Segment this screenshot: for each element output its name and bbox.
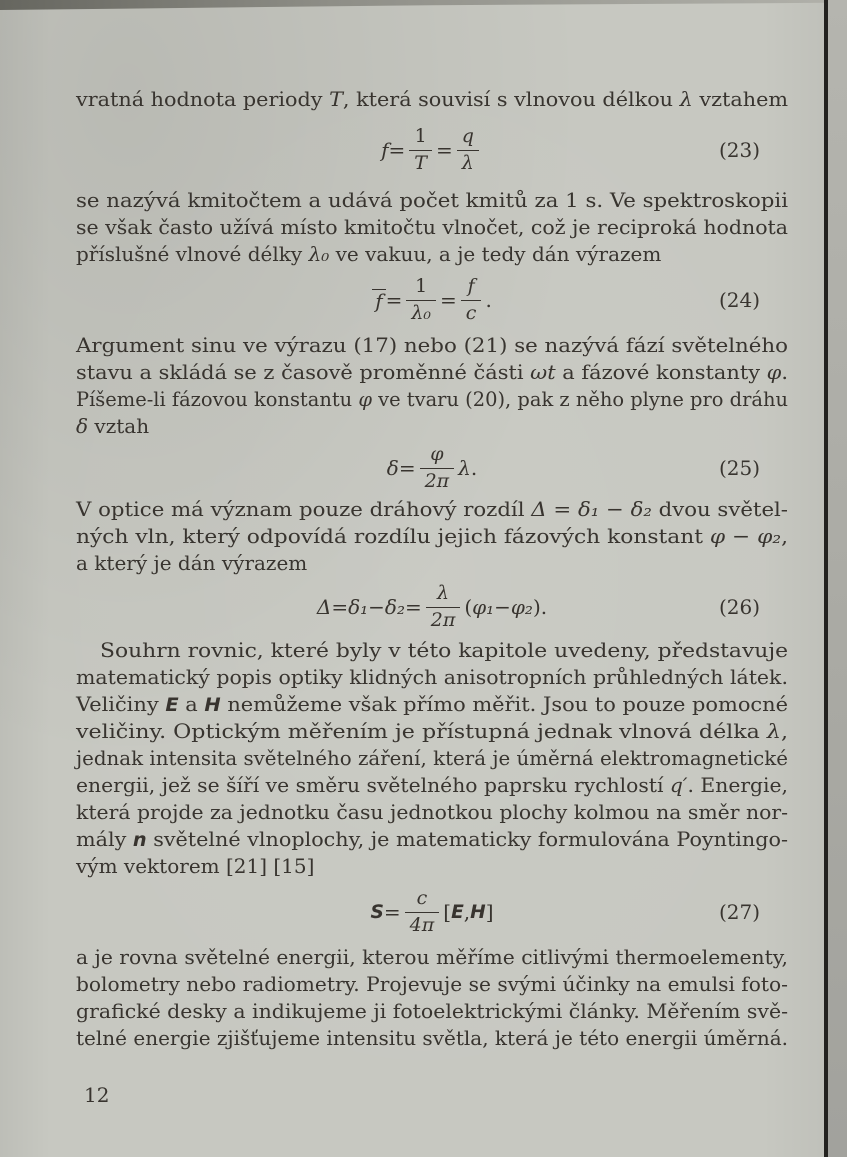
text-run: λ (679, 87, 693, 111)
fraction-denominator (426, 608, 461, 632)
text-run: T (414, 151, 427, 174)
text-run: q′ (669, 773, 688, 797)
page-number: 12 (84, 1083, 110, 1107)
overlined-symbol: f (372, 289, 385, 312)
text-run: mály (76, 827, 133, 851)
text-run: = (388, 138, 406, 162)
text-line-content (76, 718, 788, 745)
text-line (76, 1025, 788, 1052)
text-run: matematický popis optiky klidných anisotropních průhledných látek. (76, 665, 788, 689)
text-run: ( (464, 595, 473, 619)
text-run: stavu a skládá se z časově proměnné části (76, 360, 531, 384)
text-run: − (494, 595, 511, 619)
text-line-content (76, 1025, 788, 1052)
text-run: f (381, 138, 389, 162)
equation (76, 880, 788, 944)
text-line-content (76, 359, 788, 386)
text-line-content (76, 523, 788, 550)
text-run: , (780, 719, 789, 743)
text-line-content (100, 637, 788, 664)
equation-number: (24) (718, 288, 760, 312)
text-line-content (76, 550, 307, 577)
text-line (76, 523, 788, 550)
fraction-numerator (461, 276, 482, 301)
text-run: φ₂ (510, 595, 533, 619)
text-run: φ (709, 524, 726, 548)
fraction (457, 126, 479, 175)
text-run: − (599, 497, 631, 521)
equation (76, 268, 788, 332)
text-line-content (76, 944, 788, 971)
text-line (76, 496, 788, 523)
text-run: dvou světel- (651, 497, 788, 521)
text-run: φ₁ (472, 595, 495, 619)
text-line (76, 359, 788, 386)
equation-body (372, 276, 492, 325)
text-line-content (76, 772, 788, 799)
text-run: = (435, 138, 453, 162)
text-run: c (465, 301, 477, 324)
text-run: a který je dán výrazem (76, 551, 308, 575)
text-line (76, 971, 788, 998)
text-run: H (204, 695, 221, 716)
text-line-content (76, 386, 788, 413)
text-run: která projde za jednotku času jednotkou plochy kolmou na směr nor- (76, 800, 789, 824)
text-run: = (404, 595, 422, 619)
fraction (461, 276, 482, 325)
text-run: vztah (88, 414, 150, 438)
text-line-content (76, 86, 788, 113)
text-run: = (331, 595, 349, 619)
text-line-content (76, 187, 788, 214)
text-run: λ (766, 719, 781, 743)
text-run: , (781, 524, 789, 548)
text-line-content (76, 691, 788, 719)
fraction-numerator (405, 888, 440, 913)
fraction-denominator (461, 301, 482, 325)
text-run: 1 (415, 274, 428, 297)
text-run: c (416, 886, 428, 909)
scan-right-margin (828, 0, 847, 1157)
fraction-numerator (426, 583, 461, 608)
text-run: a je rovna světelné energii, kterou měříme citlivými thermoelementy, (76, 945, 788, 969)
text-run: δ (386, 456, 399, 480)
text-line-content (76, 853, 314, 880)
fraction-numerator (406, 276, 436, 301)
text-run: Píšeme-li fázovou konstantu (76, 387, 359, 411)
text-run: vztahem (692, 87, 789, 111)
text-run: − (368, 595, 385, 619)
text-line (76, 86, 788, 113)
text-line (76, 998, 788, 1025)
text-run: S (370, 901, 384, 923)
text-run: 1 (414, 124, 427, 147)
text-run: δ₂ (384, 595, 405, 619)
text-line (76, 944, 788, 971)
text-run: λ (437, 581, 450, 604)
text-line (76, 826, 788, 853)
text-line (76, 187, 788, 214)
fraction (405, 888, 440, 937)
scan-top-edge (0, 0, 830, 10)
text-run: δ₂ (630, 497, 652, 521)
text-run: energii, jež se šíří ve směru světelného paprsku rychlostí (76, 773, 670, 797)
text-run: vratná hodnota periody (76, 87, 330, 111)
text-line (76, 550, 788, 577)
equation-body (371, 888, 494, 937)
text-run: ve vakuu, a je tedy dán výrazem (329, 242, 662, 266)
text-run: . (485, 288, 492, 312)
text-line (76, 637, 788, 664)
text-run: q (461, 124, 474, 147)
text-line-content (76, 745, 788, 772)
text-line-content (76, 332, 788, 359)
text-run: = (383, 900, 401, 924)
text-run: φ (358, 387, 372, 411)
text-run: ných vln, který odpovídá rozdílu jejich fázových konstant (76, 524, 710, 548)
text-run: f (467, 274, 475, 297)
fraction-numerator (420, 444, 455, 469)
text-run: n (132, 830, 147, 851)
text-run: ). (532, 595, 548, 619)
text-run: se však často užívá místo kmitočtu vlnočet, což je reciproká hodnota (76, 215, 788, 239)
text-line-content (76, 214, 788, 241)
text-run: . (470, 456, 478, 480)
text-run: 2π (424, 469, 450, 492)
text-run: grafické desky a indikujeme ji fotoelektrickými články. Měřením svě- (76, 999, 788, 1023)
text-run: = (546, 497, 578, 521)
text-run: = (440, 288, 457, 312)
text-line (76, 853, 788, 880)
text-line-content (76, 664, 788, 691)
text-line-content (76, 998, 788, 1025)
equation-body (381, 126, 483, 175)
fraction-denominator (406, 301, 436, 325)
text-run: veličiny. Optickým měřením je přístupná jednak vlnová délka (76, 719, 767, 743)
text-run: − (725, 524, 758, 548)
text-run: jednak intensita světelného záření, která je úměrná elektromagnetické (76, 746, 788, 770)
text-run: λ (458, 456, 471, 480)
text-run: E (165, 695, 179, 716)
text-run: . Energie, (687, 773, 789, 797)
text-run: , která souvisí s vlnovou délkou (342, 87, 680, 111)
fraction-numerator (457, 126, 479, 151)
text-line (76, 413, 788, 440)
text-run: λ (461, 151, 474, 174)
text-run: V optice má význam pouze dráhový rozdíl (76, 497, 532, 521)
text-run: λ₀ (411, 301, 432, 324)
text-line-content (76, 241, 661, 268)
fraction (426, 583, 461, 632)
text-run: = (385, 288, 403, 312)
text-line (76, 386, 788, 413)
text-run: φ (766, 360, 782, 384)
fraction-denominator (409, 151, 432, 175)
text-run: ωt (530, 360, 556, 384)
text-run: 2π (430, 608, 456, 631)
text-line-content (76, 496, 788, 523)
equation-body (387, 444, 477, 493)
text-run: T (329, 87, 343, 111)
fraction-numerator (409, 126, 432, 151)
text-run: Δ (316, 595, 332, 619)
text-line (76, 745, 788, 772)
text-run: φ (430, 442, 444, 465)
text-run: δ₁ (577, 497, 600, 521)
text-line-content (76, 971, 788, 998)
fraction (409, 126, 432, 175)
text-line (76, 799, 788, 826)
text-run: nemůžeme však přímo měřit. Jsou to pouze pomocné (220, 692, 788, 716)
text-line (76, 241, 788, 268)
text-run: φ₂ (757, 524, 782, 548)
equation-number: (25) (718, 456, 760, 480)
text-run: λ₀ (308, 242, 330, 266)
text-run: , (463, 900, 471, 924)
text-run: telné energie zjišťujeme intensitu světla, která je této energii úměrná. (76, 1026, 789, 1050)
fraction-denominator (420, 469, 455, 493)
text-line-content (76, 413, 149, 440)
text-run: a (178, 692, 205, 716)
text-run: Δ (531, 497, 547, 521)
text-run: 4π (409, 913, 435, 936)
fraction (406, 276, 436, 325)
text-line (76, 332, 788, 359)
text-run: H (470, 901, 486, 923)
equation-body (317, 583, 547, 632)
text-run: Veličiny (76, 692, 166, 716)
text-run: δ (76, 414, 89, 438)
text-line (76, 772, 788, 799)
text-line (76, 691, 788, 718)
equation (76, 577, 788, 637)
text-block (76, 86, 788, 1109)
text-run: ve tvaru (20), pak z něho plyne pro dráhu (371, 387, 789, 411)
equation-number: (23) (718, 138, 760, 162)
text-run: vým vektorem [21] [15] (76, 854, 315, 878)
text-run: světelné vlnoplochy, je matematicky formulována Poyntingo- (146, 827, 788, 851)
text-line-content (76, 826, 788, 854)
fraction-denominator (457, 151, 479, 175)
text-run: Souhrn rovnic, které byly v této kapitole uvedeny, představuje (100, 638, 789, 662)
text-run: Argument sinu ve výrazu (17) nebo (21) se nazývá fází světelného (76, 333, 789, 357)
text-run: = (398, 456, 416, 480)
text-line-content (76, 799, 788, 826)
text-run: bolometry nebo radiometry. Projevuje se svými účinky na emulsi foto- (76, 972, 788, 996)
text-line (76, 718, 788, 745)
equation (76, 440, 788, 496)
text-run: δ₁ (348, 595, 369, 619)
fraction (420, 444, 455, 493)
text-run: [ (443, 900, 452, 924)
text-run: a fázové konstanty (555, 360, 767, 384)
equation-number: (27) (718, 900, 760, 924)
fraction-denominator (405, 913, 440, 937)
text-run: E (451, 901, 464, 923)
text-run: příslušné vlnové délky (76, 242, 309, 266)
equation-number: (26) (718, 595, 760, 619)
text-run: se nazývá kmitočtem a udává počet kmitů za 1 s. Ve spektroskopii (76, 188, 789, 212)
text-run: ] (485, 900, 494, 924)
text-line (76, 664, 788, 691)
text-run: . (781, 360, 788, 384)
text-line (76, 214, 788, 241)
equation (76, 113, 788, 187)
